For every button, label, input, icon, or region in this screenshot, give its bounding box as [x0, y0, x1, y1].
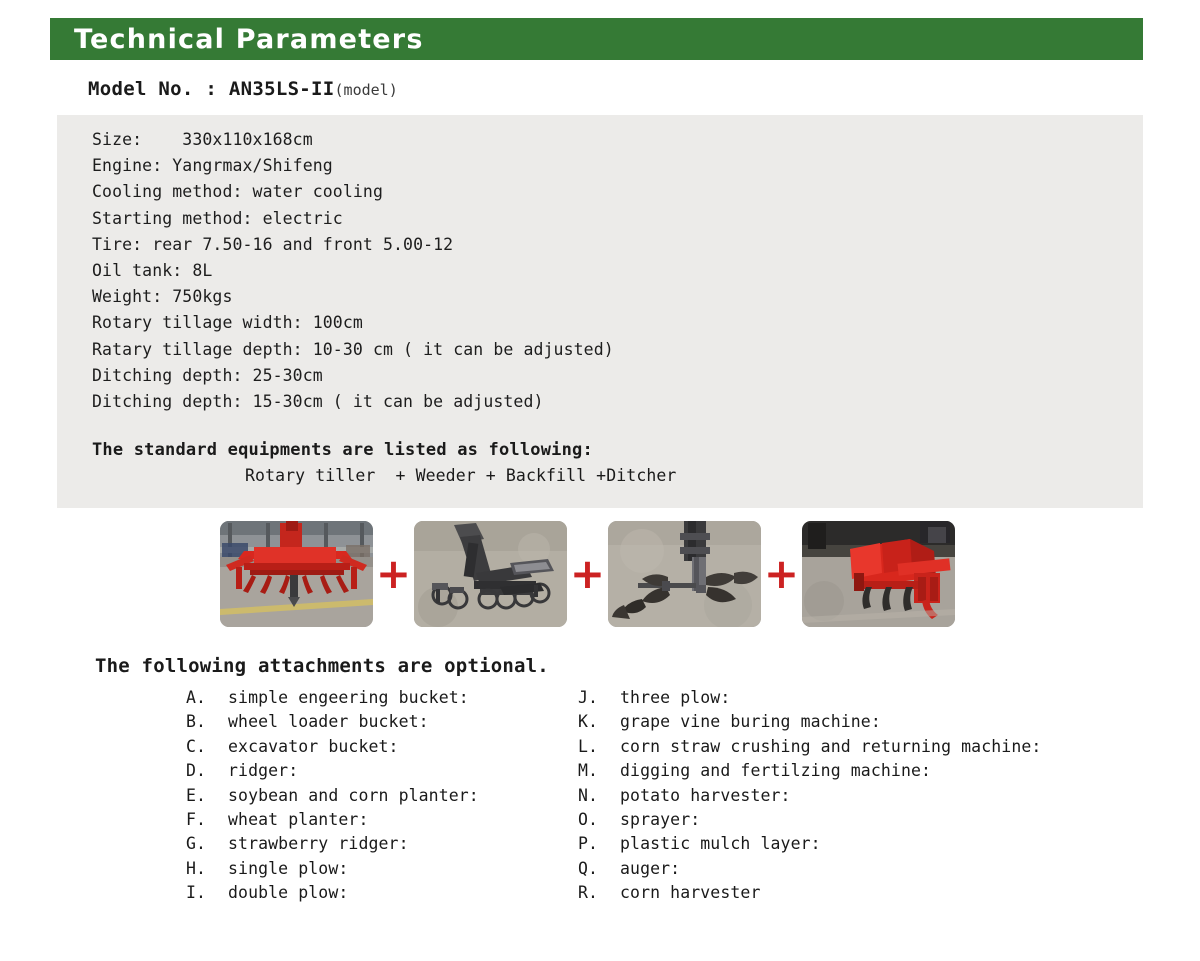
list-item — [186, 710, 578, 734]
list-item-label: simple engeering bucket: — [228, 688, 469, 707]
optional-attachments-left-column — [186, 686, 578, 906]
list-item-letter: E. — [186, 785, 207, 805]
spec-row: Size: 330x110x168cm — [92, 130, 313, 149]
ditcher-auger-photo — [608, 521, 761, 627]
model-suffix: (model) — [334, 81, 398, 99]
list-item-label: double plow: — [228, 883, 349, 903]
list-item-letter: R. — [578, 883, 599, 903]
list-item — [578, 710, 1098, 734]
spec-row: Rotary tillage width: 100cm — [92, 313, 363, 333]
list-item-label: grape vine buring machine: — [620, 712, 881, 732]
spec-row: Ratary tillage depth: 10-30 cm ( it can be adjusted) — [92, 339, 614, 359]
standard-equipment-items: Rotary tiller + Weeder + Backfill +Ditcher — [245, 466, 677, 485]
list-item-label: wheel loader bucket: — [228, 712, 429, 732]
specifications-panel — [57, 115, 1143, 508]
list-item — [186, 857, 578, 881]
standard-equipment-heading: The standard equipments are listed as following: — [92, 440, 593, 460]
list-item-label: ridger: — [228, 761, 299, 781]
list-item — [578, 686, 1098, 710]
plus-separator-icon: + — [569, 549, 606, 598]
list-item-label: strawberry ridger: — [228, 834, 409, 854]
spec-row: Tire: rear 7.50-16 and front 5.00-12 — [92, 234, 454, 254]
list-item — [186, 832, 578, 856]
list-item — [186, 759, 578, 783]
spec-row: Engine: Yangrmax/Shifeng — [92, 156, 333, 176]
list-item — [578, 735, 1098, 759]
list-item-letter: A. — [186, 688, 207, 707]
list-item-label: three plow: — [620, 688, 731, 707]
list-item-label: soybean and corn planter: — [228, 785, 479, 805]
weeder-photo — [414, 521, 567, 627]
rotary-tiller-photo — [220, 521, 373, 627]
optional-attachments-right-column — [578, 686, 1098, 906]
list-item-label: digging and fertilzing machine: — [620, 761, 932, 781]
list-item-label: plastic mulch layer: — [620, 834, 821, 854]
list-item-label: corn harvester — [620, 883, 761, 903]
list-item-letter: B. — [186, 712, 207, 732]
list-item-label: sprayer: — [620, 810, 701, 830]
list-item-label: auger: — [620, 858, 681, 878]
list-item-letter: Q. — [578, 858, 599, 878]
optional-attachments-columns — [186, 686, 1146, 906]
list-item-letter: P. — [578, 834, 599, 854]
list-item-label: single plow: — [228, 858, 349, 878]
list-item — [186, 686, 578, 710]
spec-row: Cooling method: water cooling — [92, 182, 383, 202]
page-title: Technical Parameters — [74, 23, 424, 55]
list-item-letter: J. — [578, 688, 599, 707]
list-item — [578, 881, 1098, 905]
spec-row: Ditching depth: 25-30cm — [92, 365, 323, 385]
backfill-ridger-photo — [802, 521, 955, 627]
list-item-letter: O. — [578, 810, 599, 830]
list-item — [186, 881, 578, 905]
list-item-letter: M. — [578, 761, 599, 781]
list-item-letter: K. — [578, 712, 599, 732]
plus-separator-icon: + — [375, 549, 412, 598]
list-item — [578, 857, 1098, 881]
equipment-photo-strip — [220, 521, 962, 627]
list-item-label: wheat planter: — [228, 810, 369, 830]
list-item-label: corn straw crushing and returning machine: — [620, 736, 1042, 756]
model-value: AN35LS-II — [228, 78, 335, 100]
list-item — [186, 784, 578, 808]
list-item — [578, 784, 1098, 808]
list-item — [186, 735, 578, 759]
list-item-letter: F. — [186, 810, 207, 830]
list-item-letter: L. — [578, 736, 599, 756]
list-item-letter: C. — [186, 736, 207, 756]
list-item-letter: I. — [186, 883, 207, 903]
model-number-line — [88, 78, 398, 100]
model-label: Model No. : — [88, 78, 229, 100]
list-item-letter: G. — [186, 834, 207, 854]
page-header-bar — [50, 18, 1143, 60]
plus-separator-icon: + — [763, 549, 800, 598]
list-item-label: potato harvester: — [620, 785, 791, 805]
list-item-letter: N. — [578, 785, 599, 805]
optional-attachments-heading: The following attachments are optional. — [95, 655, 549, 677]
specification-list — [92, 127, 614, 415]
list-item — [578, 759, 1098, 783]
list-item — [578, 808, 1098, 832]
list-item-label: excavator bucket: — [228, 736, 399, 756]
spec-row: Starting method: electric — [92, 208, 343, 228]
list-item-letter: D. — [186, 761, 207, 781]
list-item — [578, 832, 1098, 856]
spec-row: Oil tank: 8L — [92, 261, 213, 281]
spec-row: Ditching depth: 15-30cm ( it can be adjusted) — [92, 392, 544, 412]
list-item — [186, 808, 578, 832]
list-item-letter: H. — [186, 858, 207, 878]
spec-row: Weight: 750kgs — [92, 287, 233, 307]
